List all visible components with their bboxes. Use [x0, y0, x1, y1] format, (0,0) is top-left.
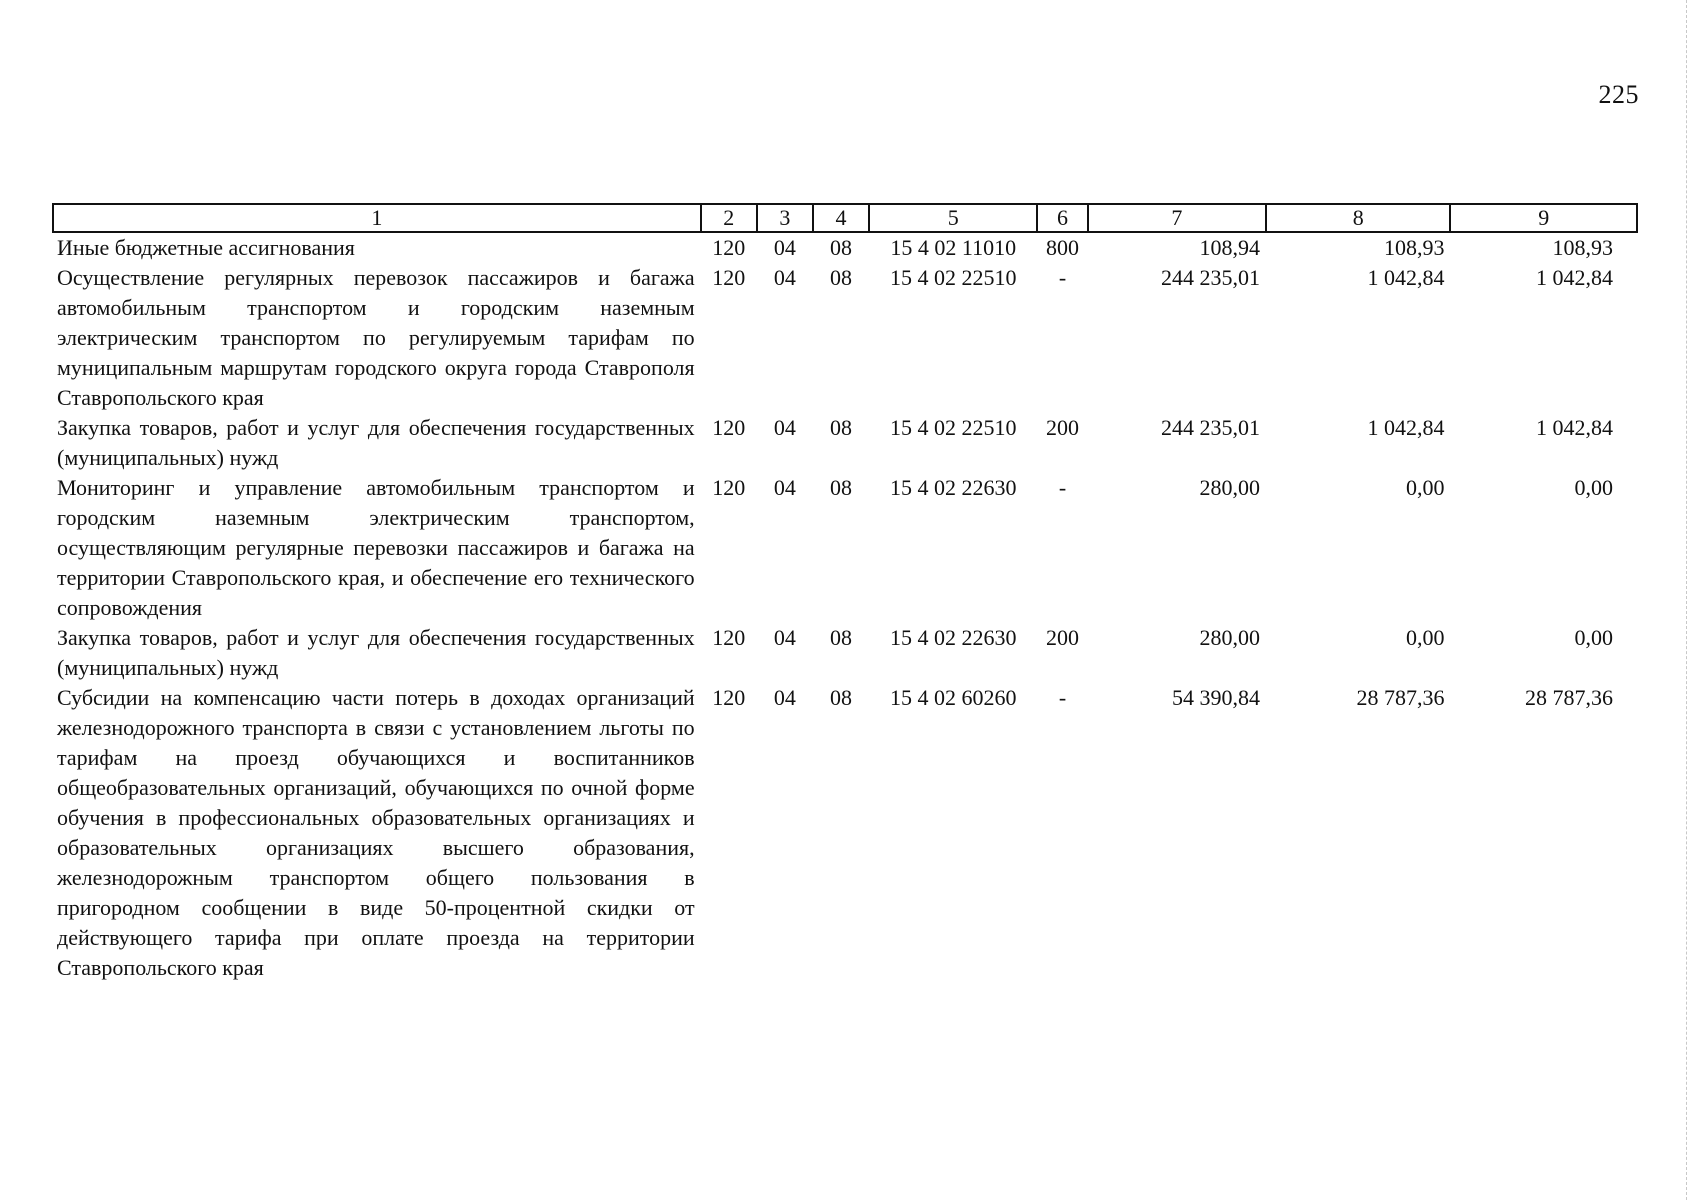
table-row — [53, 263, 1637, 413]
row-expense-type: 800 — [1046, 235, 1080, 260]
row-subsection-code: 08 — [829, 415, 852, 440]
table-body — [53, 232, 1637, 983]
row-target-article: 15 4 02 11010 — [890, 235, 1017, 260]
row-section-code: 04 — [773, 415, 796, 440]
header-col-5: 5 — [869, 204, 1037, 232]
row-description: Иные бюджетные ассигнования — [57, 235, 355, 260]
header-col-3: 3 — [757, 204, 813, 232]
row-expense-type: 200 — [1046, 415, 1080, 440]
row-target-article: 15 4 02 22510 — [890, 265, 1017, 290]
header-col-6: 6 — [1037, 204, 1087, 232]
header-col-4: 4 — [813, 204, 869, 232]
row-amount-col7: 280,00 — [1199, 475, 1261, 500]
row-amount-col7: 244 235,01 — [1161, 415, 1261, 440]
row-amount-col8: 1 042,84 — [1367, 265, 1445, 290]
row-description: Закупка товаров, работ и услуг для обеспечения государственных (муниципальных) нужд — [57, 625, 695, 680]
row-amount-col7: 244 235,01 — [1161, 265, 1261, 290]
row-amount-col8: 28 787,36 — [1356, 685, 1445, 710]
row-section-code: 04 — [773, 265, 796, 290]
header-col-1: 1 — [53, 204, 701, 232]
row-expense-type: - — [1058, 475, 1067, 500]
row-amount-col9: 0,00 — [1574, 625, 1613, 650]
row-ministry-code: 120 — [712, 415, 746, 440]
row-amount-col7: 108,94 — [1199, 235, 1261, 260]
header-row — [53, 204, 1637, 232]
table-row — [53, 623, 1637, 683]
row-amount-col8: 1 042,84 — [1367, 415, 1445, 440]
row-subsection-code: 08 — [829, 475, 852, 500]
row-section-code: 04 — [773, 685, 796, 710]
table-row — [53, 683, 1637, 983]
row-description: Осуществление регулярных перевозок пассажиров и багажа автомобильным транспортом и городским наземным электрическим транспортом по регулируемым тарифам по муниципальным маршрутам городского округа города Ставрополя Ставропольского края — [57, 265, 695, 410]
row-subsection-code: 08 — [829, 625, 852, 650]
row-subsection-code: 08 — [829, 265, 852, 290]
header-col-2: 2 — [701, 204, 757, 232]
row-ministry-code: 120 — [712, 685, 746, 710]
header-col-8: 8 — [1266, 204, 1450, 232]
row-amount-col7: 280,00 — [1199, 625, 1261, 650]
row-amount-col9: 0,00 — [1574, 475, 1613, 500]
row-ministry-code: 120 — [712, 625, 746, 650]
row-section-code: 04 — [773, 625, 796, 650]
row-amount-col9: 108,93 — [1552, 235, 1613, 260]
table-row — [53, 473, 1637, 623]
table-row — [53, 413, 1637, 473]
page-edge — [1686, 0, 1688, 1200]
row-ministry-code: 120 — [712, 235, 746, 260]
row-amount-col9: 28 787,36 — [1525, 685, 1613, 710]
row-expense-type: 200 — [1046, 625, 1080, 650]
page-number: 225 — [1598, 80, 1639, 109]
row-amount-col7: 54 390,84 — [1172, 685, 1261, 710]
row-target-article: 15 4 02 22630 — [890, 625, 1017, 650]
row-description: Субсидии на компенсацию части потерь в доходах организаций железнодорожного транспорта в связи с установлением льготы по тарифам на проезд обучающихся и воспитанников общеобразовательных организаций, обучающихся по очной форме обучения в профессиональных образовательных организациях и образовательных организациях высшего образования, железнодорожным транспортом общего пользования в пригородном сообщении в виде 50-процентной скидки от действующего тарифа при оплате проезда на территории Ставропольского края — [57, 685, 695, 980]
row-amount-col9: 1 042,84 — [1536, 265, 1613, 290]
row-ministry-code: 120 — [712, 265, 746, 290]
row-subsection-code: 08 — [829, 685, 852, 710]
header-col-9: 9 — [1450, 204, 1637, 232]
row-amount-col8: 0,00 — [1405, 475, 1445, 500]
table-header — [53, 204, 1637, 232]
row-expense-type: - — [1058, 265, 1067, 290]
row-amount-col8: 0,00 — [1405, 625, 1445, 650]
row-target-article: 15 4 02 22510 — [890, 415, 1017, 440]
budget-table-container — [52, 203, 1638, 983]
row-expense-type: - — [1058, 685, 1067, 710]
table-row — [53, 232, 1637, 263]
row-amount-col9: 1 042,84 — [1536, 415, 1613, 440]
header-col-7: 7 — [1088, 204, 1266, 232]
row-ministry-code: 120 — [712, 475, 746, 500]
row-target-article: 15 4 02 22630 — [890, 475, 1017, 500]
row-section-code: 04 — [773, 235, 796, 260]
budget-table — [52, 203, 1638, 983]
row-description: Закупка товаров, работ и услуг для обеспечения государственных (муниципальных) нужд — [57, 415, 695, 470]
row-target-article: 15 4 02 60260 — [890, 685, 1017, 710]
row-subsection-code: 08 — [829, 235, 852, 260]
row-amount-col8: 108,93 — [1383, 235, 1445, 260]
row-section-code: 04 — [773, 475, 796, 500]
row-description: Мониторинг и управление автомобильным транспортом и городским наземным электрическим транспортом, осуществляющим регулярные перевозки пассажиров и багажа на территории Ставропольского края, и обеспечение его технического сопровождения — [57, 475, 695, 620]
